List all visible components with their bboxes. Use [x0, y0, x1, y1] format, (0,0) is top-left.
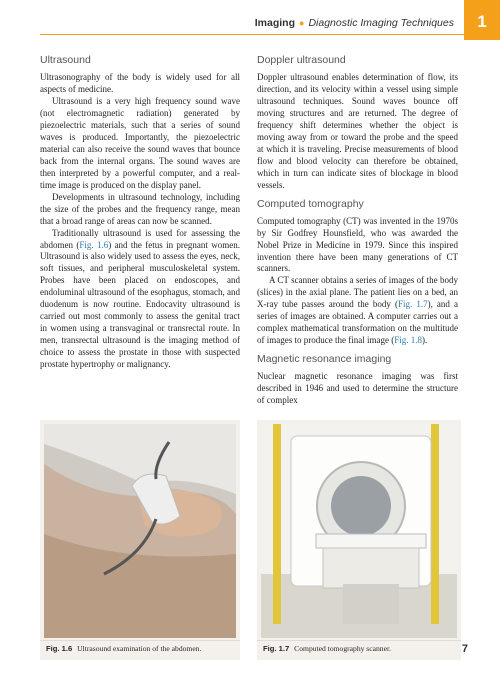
text-run: ).	[421, 335, 428, 346]
figure-label: Fig. 1.7	[263, 644, 290, 653]
paragraph	[40, 228, 240, 372]
figure-caption	[257, 640, 461, 657]
header-section: Imaging	[254, 17, 296, 29]
figure-1-7	[257, 420, 461, 660]
header-separator: ●	[299, 18, 305, 28]
page-number: 7	[461, 643, 468, 655]
left-column	[40, 50, 240, 371]
ct-heading: Computed tomography	[257, 197, 364, 210]
paragraph: Ultrasonography of the body is widely used for all aspects of medicine.	[40, 71, 240, 94]
figure-ref-1-8[interactable]: Fig. 1.8	[394, 335, 422, 346]
running-header	[0, 0, 500, 42]
text-run: ) and the fetus in pregnant women. Ultrasound is also widely used to assess the eyes, neck, soft tissues, and peripheral musculoskeletal system. Probes have been placed on endoscopes, and endoluminal ultrasound of the esophagus, stomach, and duodenum is now routine. Endocavity ultrasound is carried out most commonly to assess the genital tract in women using a transvaginal or transrectal route. In men, transrectal ultrasound is the imaging method of choice to assess the prostate in those with suspected prostate hypertrophy or malignancy.	[40, 239, 240, 370]
paragraph: Computed tomography (CT) was invented in the 1970s by Sir Godfrey Hounsfield, who was awarded the Nobel Prize in Medicine in 1979. Since this inspired invention there have been many generations of CT scanners.	[257, 215, 458, 274]
figure-1-6	[40, 420, 240, 660]
figure-ref-1-6[interactable]: Fig. 1.6	[79, 239, 109, 250]
paragraph: Nuclear magnetic resonance imaging was first described in 1946 and used to determine the structure of complex	[257, 371, 458, 406]
paragraph: Doppler ultrasound enables determination of flow, its direction, and its velocity within a vessel using simple ultrasound techniques. Sound waves bounce off moving structures and are returned. The degree of frequency shift determines whether the object is moving away from or toward the probe and the speed at which it is traveling. Precise measurements of blood flow and blood velocity can therefore be obtained, which in turn can indicate sites of blockage in blood vessels.	[257, 71, 458, 190]
figure-caption	[40, 640, 240, 657]
chapter-tab: 1	[464, 0, 500, 40]
right-column	[257, 50, 458, 407]
header-subtitle: Diagnostic Imaging Techniques	[308, 17, 454, 29]
caption-text: Ultrasound examination of the abdomen.	[77, 644, 202, 653]
header-text	[255, 17, 454, 29]
text-run: A CT scanner obtains a series of images of the body (slices) in the axial plane. The patient lies on a bed, an X-ray tube passes around the body (	[257, 275, 458, 310]
caption-text: Computed tomography scanner.	[294, 644, 391, 653]
doppler-heading: Doppler ultrasound	[257, 54, 346, 66]
mri-heading: Magnetic resonance imaging	[257, 353, 392, 366]
ct-scanner-photo	[261, 424, 457, 638]
text-run: Traditionally ultrasound is used for assessing the abdomen (	[40, 227, 240, 250]
figure-ref-1-7[interactable]: Fig. 1.7	[397, 299, 428, 310]
figure-label: Fig. 1.6	[46, 644, 73, 653]
text-run: ), and a series of images are obtained. A computer carries out a complex mathematical transformation on the multitude of images to produce the final image (	[257, 299, 458, 346]
ultrasound-photo	[44, 424, 236, 638]
paragraph: Ultrasound is a very high frequency sound wave (not electromagnetic radiation) generated by piezoelectric materials, such that a series of sound waves is produced. Importantly, the piezoelectric material can also receive the sound waves that bounce back from the internal organs. The sound waves are then interpreted by a powerful computer, and a real-time image is produced on the display panel.	[40, 95, 240, 190]
header-rule	[40, 34, 464, 35]
paragraph: Developments in ultrasound technology, including the size of the probes and the frequency range, mean that a broad range of areas can now be scanned.	[40, 191, 240, 226]
ultrasound-heading: Ultrasound	[40, 54, 91, 66]
paragraph	[257, 275, 458, 347]
